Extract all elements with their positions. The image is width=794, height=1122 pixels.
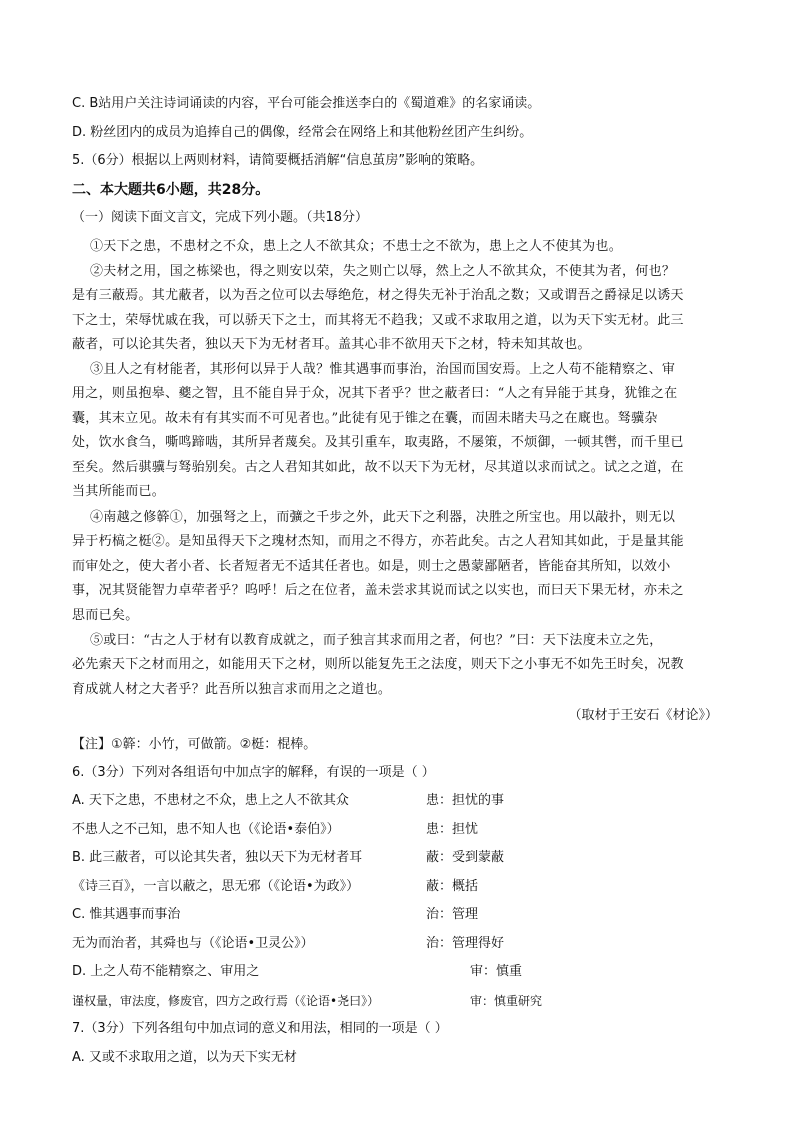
passage-line: 而审处之，使大者小者、长者短者无不适其任者也。如是，则士之愚蒙鄙陋者，皆能奋其所知，以效小 [72,559,671,574]
q6-gloss: 蔽：受到蒙蔽 [426,850,505,865]
passage-line: 处，饮水食刍，嘶鸣蹄啮，其所异者蔑矣。及其引重车，取夷路，不屡策，不烦御，一顿其辔，而千里已 [72,435,684,450]
section-heading: 二、本大题共6小题，共28分。 [72,182,270,198]
passage-line: 异于朽槁之梃②。是知虽得天下之瑰材杰知，而用之不得方，亦若此矣。古之人君知其如此，于是量其能 [72,534,684,549]
passage-line: 蔽者，可以论其失者，独以天下为无材者耳。盖其心非不欲用天下之材，特未知其故也。 [72,337,591,352]
passage-line: ⑤或曰：“古之人于材有以教育成就之，而子独言其求而用之者，何也？”曰：天下法度未立之先， [90,633,663,648]
q6-option-line: 谨权量，审法度，修废官，四方之政行焉（《论语•尧曰》） [72,994,380,1008]
q6-option-line: 《诗三百》，一言以蔽之，思无邪（《论语•为政》） [72,879,360,894]
question-6-stem: 6.（3分）下列对各组语句中加点字的解释，有误的一项是（ ） [72,765,435,780]
q6-option-line: 不患人之不己知，患不知人也（《论语•泰伯》） [72,822,340,837]
passage-line: 事，况其贤能智力卓荦者乎？呜呼！后之在位者，盖未尝求其说而试之以实也，而曰天下果无材，亦未之 [72,583,684,598]
passage-line: ①天下之患，不患材之不众，患上之人不欲其众；不患士之不欲为，患上之人不使其为也。 [90,239,623,254]
passage-line: 是有三蔽焉。其尤蔽者，以为吾之位可以去辱绝危，材之得失无补于治乱之数；又或谓吾之爵禄足以诱天 [72,288,684,303]
question-5: 5.（6分）根据以上两则材料，请简要概括消解“信息茧房”影响的策略。 [72,153,484,168]
q6-gloss: 患：担忧的事 [426,793,505,808]
passage-line: ④南越之修簳①，加强弩之上，而彍之千步之外，此天下之利器，决胜之所宝也。用以敲扑，则无以 [90,510,676,525]
q6-gloss: 治：管理得好 [426,936,505,951]
source-citation: （取材于王安石《材论》） [568,708,718,723]
passage-line: 必先索天下之材而用之，如能用天下之材，则所以能复先王之法度，则天下之小事无不如先王时矣，况教 [72,657,684,672]
question-7-stem: 7.（3分）下列各组句中加点词的意义和用法，相同的一项是（ ） [72,1021,448,1036]
q6-option-line: B. 此三蔽者，可以论其失者，独以天下为无材者耳 [72,850,363,865]
q6-option-line: D. 上之人苟不能精察之、审用之 [72,964,260,979]
annotation-note: 【注】①簳：小竹，可做箭。②梃：棍棒。 [72,737,317,752]
q6-option-line: 无为而治者，其舜也与（《论语•卫灵公》） [72,936,314,951]
passage-line: 囊，其末立见。故未有有其实而不可见者也。”此徒有见于锥之在囊，而固未睹夫马之在廐也。驽骥杂 [72,411,658,426]
passage-line: ③且人之有材能者，其形何以异于人哉？惟其遇事而事治，治国而国安焉。上之人苟不能精察之、审 [90,362,676,377]
q6-gloss: 蔽：概括 [426,879,479,894]
passage-line: 当其所能而已。 [72,484,166,499]
q6-gloss: 治：管理 [426,907,479,922]
top-option-c: C. B站用户关注诗词诵读的内容，平台可能会推送李白的《蜀道难》的名家诵读。 [72,96,541,111]
passage-line: 至矣。然后骐骥与驽骀别矣。古之人君知其如此，故不以天下为无材，尽其道以求而试之。试之之道，在 [72,460,684,475]
q6-option-line: A. 天下之患，不患材之不众，患上之人不欲其众 [72,793,349,808]
q6-gloss: 患：担忧 [426,822,479,837]
passage-line: 下之士，荣辱忧戚在我，可以骄天下之士，而其将无不趋我；又或不求取用之道，以为天下实无材。此三 [72,313,684,328]
passage-line: 思而已矣。 [72,608,139,623]
passage-line: ②夫材之用，国之栋梁也，得之则安以荣，失之则亡以辱，然上之人不欲其众，不使其为者，何也？ [90,264,676,279]
passage-line: 用之，则虽抱皋、夔之智，且不能自异于众，况其下者乎？世之蔽者曰：“人之有异能于其身，犹锥之在 [72,386,678,401]
q6-option-line: C. 惟其遇事而事治 [72,907,181,922]
top-option-d: D. 粉丝团内的成员为追捧自己的偶像，经常会在网络上和其他粉丝团产生纠纷。 [72,125,533,140]
passage-line: 育成就人材之大者乎？此吾所以独言求而用之之道也。 [72,682,392,697]
subsection-title: （一）阅读下面文言文，完成下列小题。（共18分） [72,210,369,225]
q6-gloss: 审：慎重 [470,964,523,979]
q7-option-a: A. 又或不求取用之道，以为天下实无材 [72,1050,297,1065]
q6-gloss: 审：慎重研究 [470,994,543,1008]
